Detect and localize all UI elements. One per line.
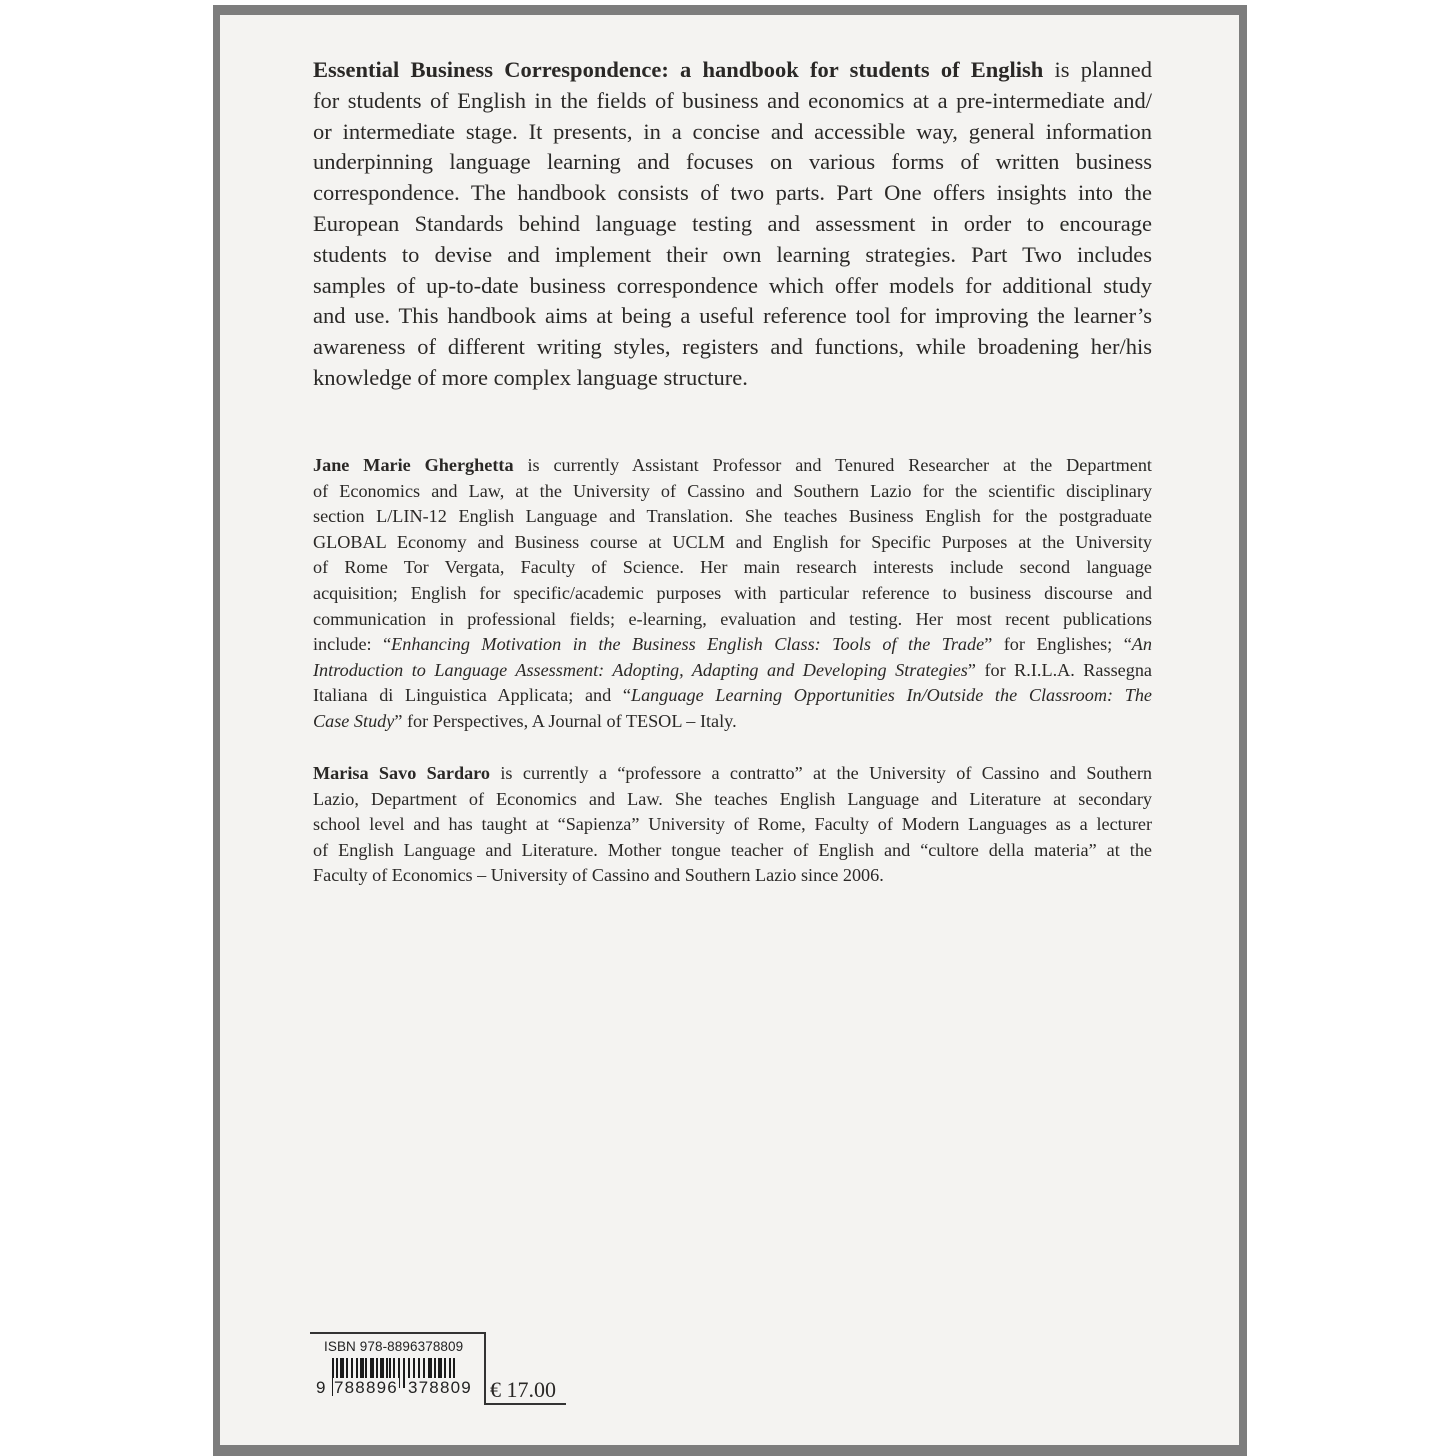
author-bio-sardaro <box>313 761 1152 889</box>
blurb-line: European Standards behind language testing and assessment in order to encourage <box>313 210 1152 236</box>
author-bio-gherghetta <box>313 453 1152 735</box>
book-blurb <box>313 55 1152 394</box>
bio-line: of Rome Tor Vergata, Faculty of Science. Her main research interests include second language <box>313 557 1152 578</box>
blurb-line: Essential Business Correspondence: a handbook for students of English is planned <box>313 57 1152 82</box>
publication-title: Enhancing Motivation in the Business English Class: Tools of the Trade <box>391 634 985 655</box>
publication-title: Introduction to Language Assessment: Adopting, Adapting and Developing Strategies <box>313 659 968 680</box>
bio-line: Introduction to Language Assessment: Adopting, Adapting and Developing Strategies” for R.I.L.A. Rassegna <box>313 659 1152 680</box>
blurb-line: and use. This handbook aims at being a useful reference tool for improving the learner’s <box>313 303 1152 329</box>
barcode-border <box>310 1332 485 1334</box>
barcode-border <box>484 1332 486 1405</box>
bio-line: Italiana di Linguistica Applicata; and “Language Learning Opportunities In/Outside the Classroom: The <box>313 685 1153 706</box>
publication-title: Case Study <box>313 710 395 731</box>
bio-line: communication in professional fields; e-learning, evaluation and testing. Her most recent publications <box>313 608 1152 629</box>
blurb-line: students to devise and implement their own learning strategies. Part Two includes <box>313 241 1152 267</box>
bio-line: acquisition; English for specific/academic purposes with particular reference to business discourse and <box>313 582 1152 603</box>
blurb-line: awareness of different writing styles, registers and functions, while broadening her/his <box>313 334 1152 360</box>
bio-line: include: “Enhancing Motivation in the Business English Class: Tools of the Trade” for Englishes; “An <box>313 634 1152 655</box>
blurb-line: underpinning language learning and focuses on various forms of written business <box>313 149 1152 175</box>
bio-line: section L/LIN-12 English Language and Translation. She teaches Business English for the postgraduate <box>313 506 1152 527</box>
blurb-line: knowledge of more complex language structure. <box>313 364 748 390</box>
bio-line: Lazio, Department of Economics and Law. She teaches English Language and Literature at secondary <box>313 788 1152 809</box>
barcode-border <box>484 1403 566 1405</box>
blurb-line: correspondence. The handbook consists of two parts. Part One offers insights into the <box>313 180 1152 206</box>
bio-line: Jane Marie Gherghetta is currently Assistant Professor and Tenured Researcher at the Department <box>313 455 1152 475</box>
isbn-label: ISBN 978-8896378809 <box>324 1339 464 1354</box>
bio-line: Case Study” for Perspectives, A Journal of TESOL – Italy. <box>313 710 737 731</box>
blurb-line: for students of English in the fields of business and economics at a pre-intermediate and/ <box>313 87 1152 113</box>
back-cover-page <box>220 15 1239 1445</box>
publication-title: Language Learning Opportunities In/Outside the Classroom: The <box>630 685 1153 706</box>
publication-title: An <box>1131 634 1152 655</box>
blurb-line: or intermediate stage. It presents, in a concise and accessible way, general information <box>313 118 1152 144</box>
author-name: Jane Marie Gherghetta <box>313 455 514 475</box>
bio-line: of English Language and Literature. Mother tongue teacher of English and “cultore della materia” at the <box>313 839 1152 860</box>
bio-line: Faculty of Economics – University of Cassino and Southern Lazio since 2006. <box>313 865 884 886</box>
bio-line: GLOBAL Economy and Business course at UCLM and English for Specific Purposes at the University <box>313 531 1152 552</box>
bio-line: school level and has taught at “Sapienza” University of Rome, Faculty of Modern Languages as a lecturer <box>313 814 1152 835</box>
price-label: € 17.00 <box>490 1377 556 1402</box>
book-title: Essential Business Correspondence: a handbook for students of English <box>313 57 1044 82</box>
blurb-line: samples of up-to-date business correspondence which offer models for additional study <box>313 272 1152 298</box>
bio-line: Marisa Savo Sardaro is currently a “professore a contratto” at the University of Cassino and Southern <box>313 763 1152 783</box>
bio-line: of Economics and Law, at the University of Cassino and Southern Lazio for the scientific disciplinary <box>313 480 1152 501</box>
isbn-barcode-block: ISBN 978-8896378809 9 788896 378809 € 17.00 <box>310 1332 575 1432</box>
author-name: Marisa Savo Sardaro <box>313 763 491 783</box>
